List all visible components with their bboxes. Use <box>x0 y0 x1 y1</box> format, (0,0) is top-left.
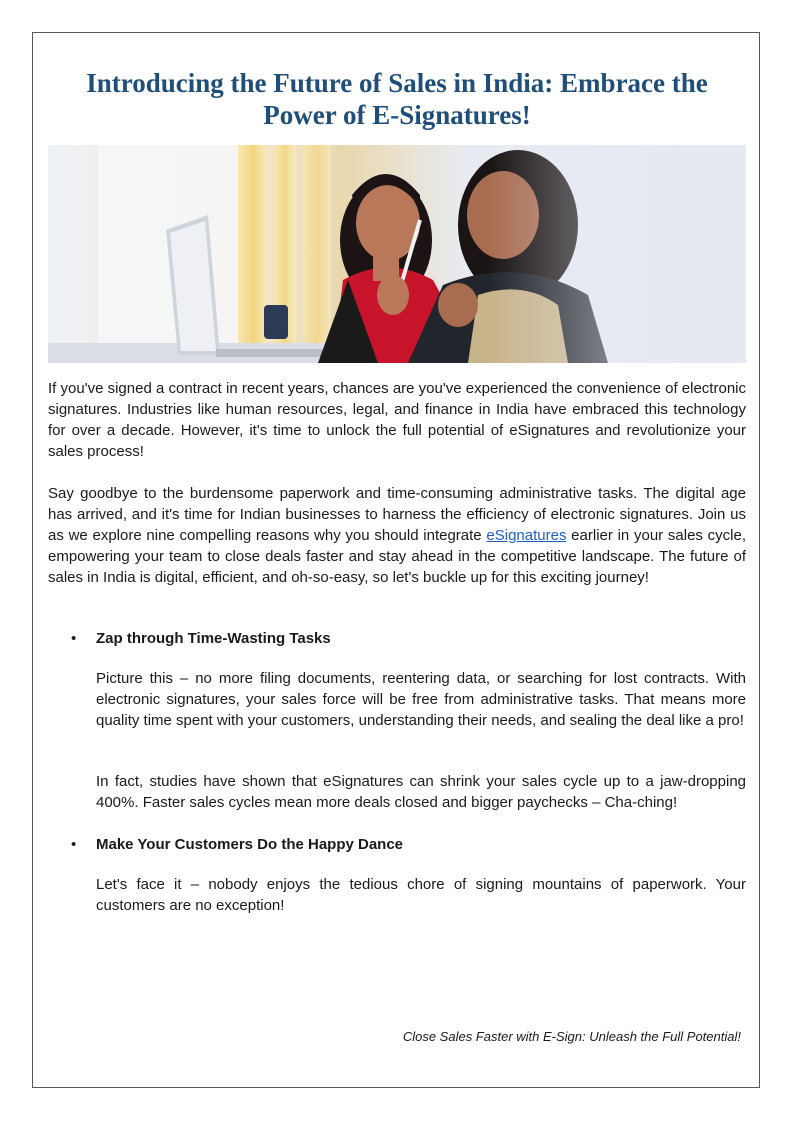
esignatures-link[interactable]: eSignatures <box>486 527 567 544</box>
section-paragraph: In fact, studies have shown that eSignatures can shrink your sales cycle up to a jaw-dropping 400%. Faster sales cycles mean more deals closed and bigger paychecks – Cha-ching! <box>96 773 746 811</box>
page-title: Introducing the Future of Sales in India: Embrace the Power of E-Signatures! <box>86 68 708 130</box>
photo-two-women-laptop-icon <box>48 145 746 363</box>
bullet-icon: • <box>71 836 77 853</box>
intro-paragraph: If you've signed a contract in recent years, chances are you've experienced the convenience of electronic signatures. Industries like human resources, legal, and finance in India have embraced this technology for over a decade. However, it's time to unlock the full potential of eSignatures and revolutionize your sales process! <box>48 380 746 460</box>
document-page <box>32 32 760 1088</box>
bullet-icon: • <box>71 630 77 647</box>
section-paragraph: Let's face it – nobody enjoys the tedious chore of signing mountains of paperwork. Your customers are no exception! <box>96 876 746 914</box>
second-paragraph <box>48 483 746 588</box>
section-paragraph: Picture this – no more filing documents, reentering data, or searching for lost contracts. With electronic signatures, your sales force will be free from administrative tasks. That means more quality time spent with your customers, understanding their needs, and sealing the deal like a pro! <box>96 670 746 729</box>
hero-image <box>48 145 746 363</box>
second-paragraph-text-end: earlier in your sales cycle, empowering your team to close deals faster and stay ahead in the competitive landscape. The future of sales in India is digital, efficient, and oh-so-easy, so let's buckle up for this exciting journey! <box>48 527 746 586</box>
section-heading: Make Your Customers Do the Happy Dance <box>96 836 404 853</box>
page-footer: Close Sales Faster with E-Sign: Unleash the Full Potential! <box>402 1029 741 1044</box>
second-paragraph-text-start: Say goodbye to the burdensome paperwork and time-consuming administrative tasks. The digital age has arrived, and it's time for Indian businesses to harness the efficiency of electronic signatures. Join us as we explore nine compelling reasons why you should integrate <box>48 485 746 544</box>
section-heading: Zap through Time-Wasting Tasks <box>96 630 331 647</box>
